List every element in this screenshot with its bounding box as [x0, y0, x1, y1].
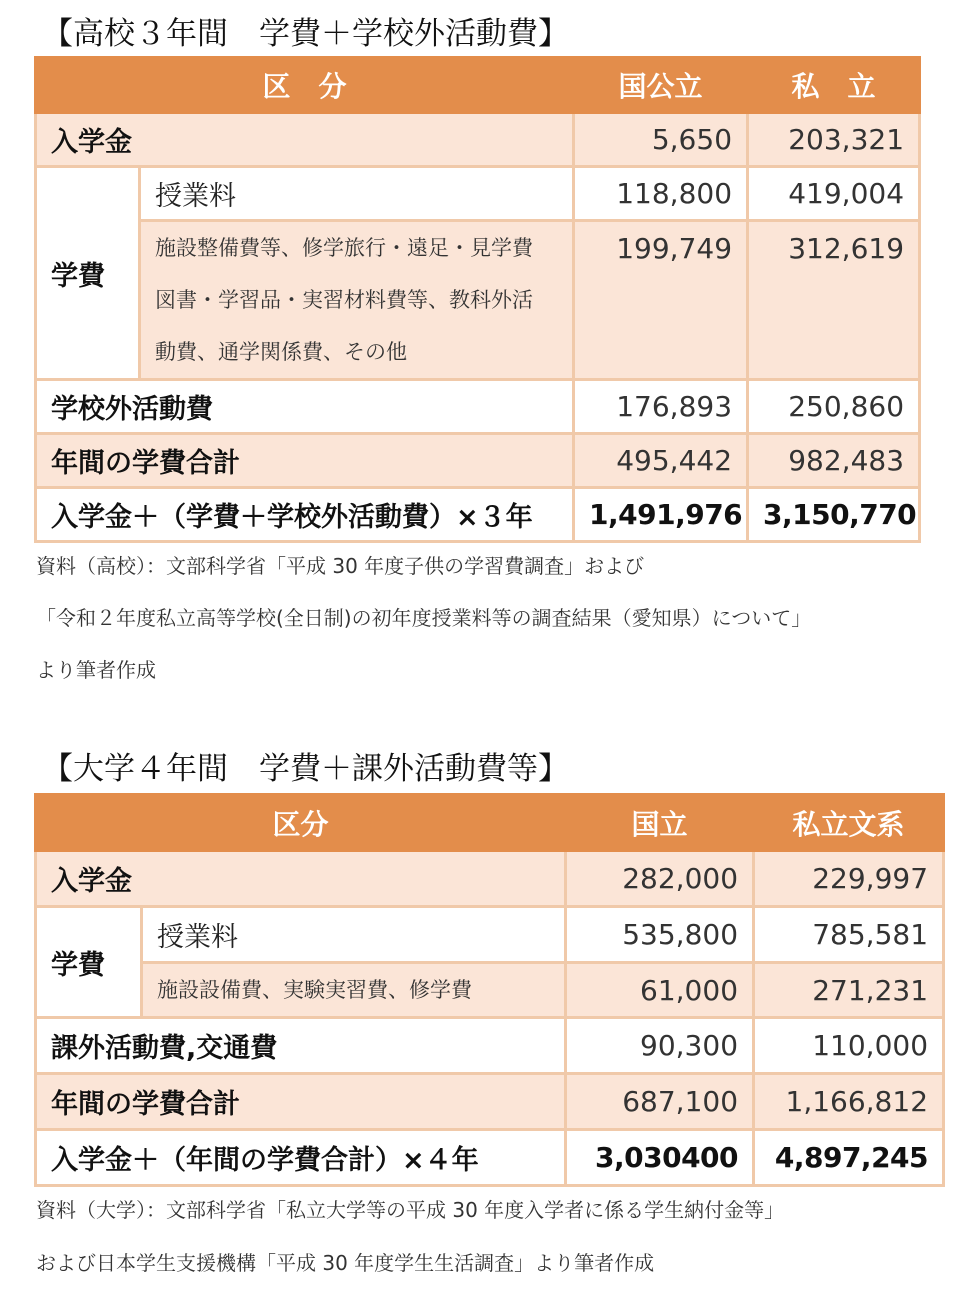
row-label-annual-total: 年間の学費合計: [36, 1074, 566, 1130]
facility-line-3: 動費、通学関係費、その他: [155, 340, 407, 364]
cell-private: 250,860: [748, 380, 920, 434]
row-label-grand-total: 入学金＋（年間の学費合計）×４年: [36, 1130, 566, 1186]
row-label-tuition-group: 学費: [36, 167, 140, 380]
cell-public: 199,749: [574, 221, 748, 380]
cell-public: 495,442: [574, 434, 748, 488]
row-label-tuition-group: 学費: [36, 907, 142, 1018]
cell-national: 282,000: [566, 851, 754, 907]
table-row: [36, 1074, 944, 1130]
cell-private: 271,231: [754, 963, 944, 1018]
header-private: 私 立: [748, 58, 920, 113]
row-label-tuition: 授業料: [140, 167, 574, 221]
cell-private: 312,619: [748, 221, 920, 380]
university-source-line-1: 資料（大学）：文部科学省「私立大学等の平成 30 年度入学者に係る学生納付金等」: [36, 1198, 785, 1222]
table-row: [36, 434, 920, 488]
high-school-fee-table: [34, 56, 921, 543]
cell-public: 176,893: [574, 380, 748, 434]
row-label-facility: 施設設備費、実験実習費、修学費: [142, 963, 566, 1018]
university-title: 【大学４年間 学費＋課外活動費等】: [42, 751, 569, 787]
row-label-facility: [140, 221, 574, 380]
high-school-source-line-1: 資料（高校）：文部科学省「平成 30 年度子供の学習費調査」および: [36, 554, 645, 578]
cell-private: 785,581: [754, 907, 944, 963]
cell-national: 61,000: [566, 963, 754, 1018]
table-row: [36, 1130, 944, 1186]
header-national: 国立: [566, 795, 754, 851]
row-label-grand-total: 入学金＋（学費＋学校外活動費）×３年: [36, 488, 574, 542]
cell-national-total: 3,030400: [566, 1130, 754, 1186]
cell-national: 90,300: [566, 1018, 754, 1074]
facility-line-2: 図書・学習品・実習材料費等、教科外活: [155, 288, 533, 312]
high-school-title: 【高校３年間 学費＋学校外活動費】: [42, 16, 569, 52]
row-label-entrance: 入学金: [36, 113, 574, 167]
row-label-annual-total: 年間の学費合計: [36, 434, 574, 488]
cell-public: 118,800: [574, 167, 748, 221]
row-label-tuition: 授業料: [142, 907, 566, 963]
cell-private: 203,321: [748, 113, 920, 167]
facility-line-1: 施設整備費等、修学旅行・遠足・見学費: [155, 236, 533, 260]
cell-private-total: 4,897,245: [754, 1130, 944, 1186]
high-school-source-line-2: 「令和２年度私立高等学校(全日制)の初年度授業料等の調査結果（愛知県）について」: [36, 606, 812, 630]
table-row: [36, 963, 944, 1018]
table-row: [36, 380, 920, 434]
row-label-entrance: 入学金: [36, 851, 566, 907]
cell-public: 5,650: [574, 113, 748, 167]
cell-private: 110,000: [754, 1018, 944, 1074]
university-source-line-2: および日本学生支援機構「平成 30 年度学生生活調査」より筆者作成: [36, 1251, 655, 1275]
university-fee-table: [34, 793, 945, 1187]
cell-public-total: 1,491,976: [574, 488, 748, 542]
table-row: [36, 851, 944, 907]
cell-private: 982,483: [748, 434, 920, 488]
table-row: [36, 907, 944, 963]
high-school-source-line-3: より筆者作成: [36, 658, 156, 682]
row-label-outside-activities: 学校外活動費: [36, 380, 574, 434]
cell-private: 1,166,812: [754, 1074, 944, 1130]
header-public: 国公立: [574, 58, 748, 113]
cell-national: 687,100: [566, 1074, 754, 1130]
cell-private-total: 3,150,770: [748, 488, 920, 542]
table-row: [36, 221, 920, 380]
header-private-humanities: 私立文系: [754, 795, 944, 851]
table-row: [36, 1018, 944, 1074]
row-label-extracurricular: 課外活動費,交通費: [36, 1018, 566, 1074]
header-category: 区 分: [36, 58, 574, 113]
table-row: [36, 113, 920, 167]
table-header-row: [36, 58, 920, 113]
cell-private: 419,004: [748, 167, 920, 221]
header-category: 区分: [36, 795, 566, 851]
cell-private: 229,997: [754, 851, 944, 907]
table-row: [36, 167, 920, 221]
table-header-row: [36, 795, 944, 851]
table-row: [36, 488, 920, 542]
cell-national: 535,800: [566, 907, 754, 963]
